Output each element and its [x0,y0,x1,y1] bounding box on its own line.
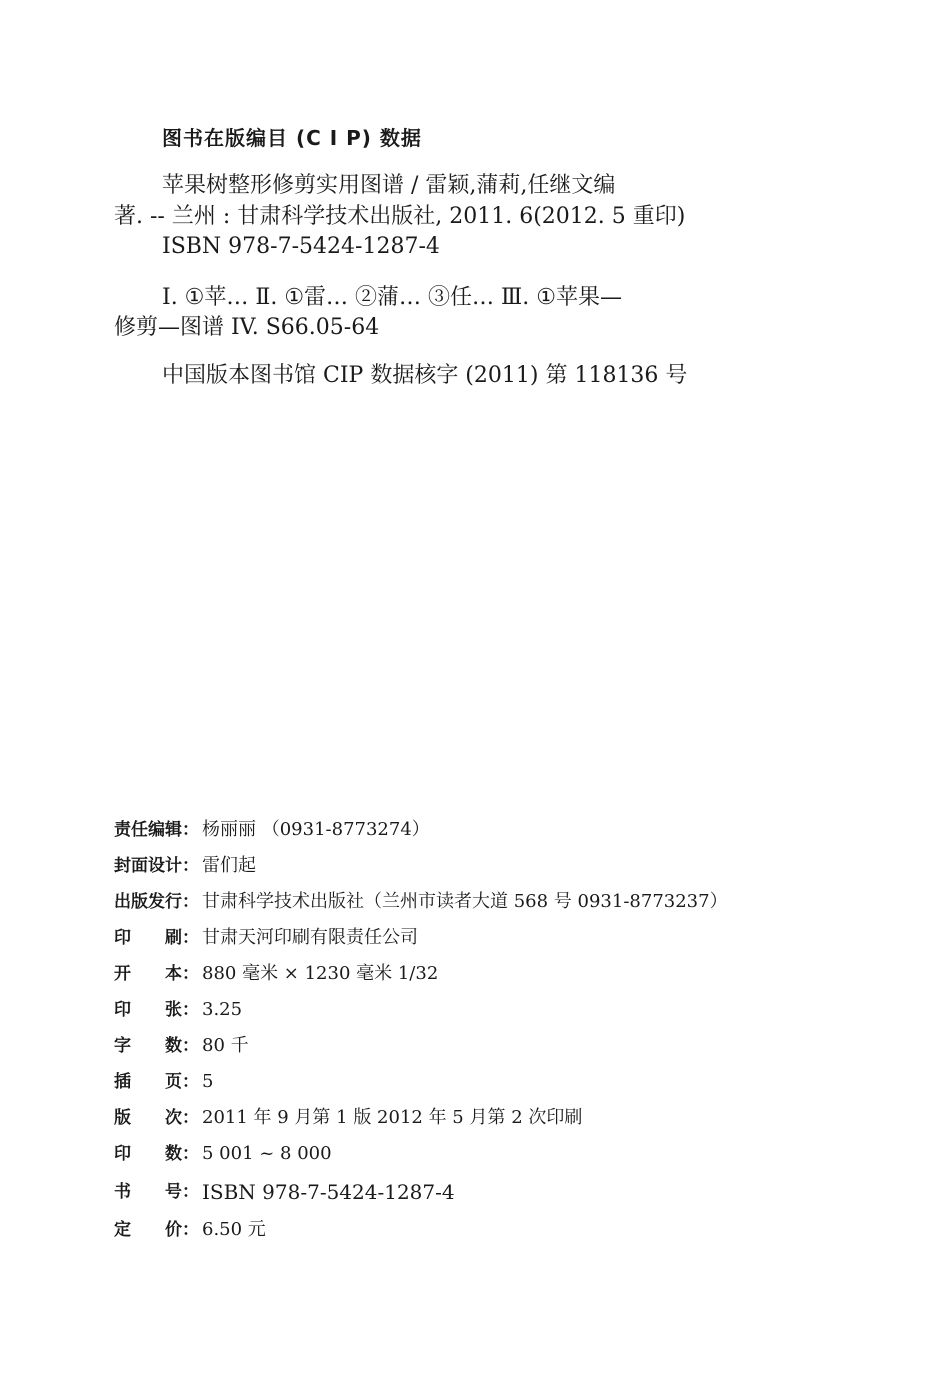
info-label: 书 号： [114,1182,199,1202]
info-row-word-count [114,1034,249,1058]
info-label: 版 次： [114,1108,199,1128]
info-label: 封面设计： [114,856,199,876]
cip-line-title: 苹果树整形修剪实用图谱 / 雷颖,蒲莉,任继文编 [162,173,616,198]
info-label: 定 价： [114,1220,199,1240]
info-value: 5 [202,1071,214,1092]
info-row-publisher [114,890,728,914]
cip-line-classification-2: 修剪—图谱 IV. S66.05-64 [114,315,380,340]
info-row-price [114,1218,266,1242]
info-row-edition [114,1106,582,1130]
info-value: 甘肃科学技术出版社（兰州市读者大道 568 号 0931-8773237） [202,891,728,912]
info-value: 甘肃天河印刷有限责任公司 [202,927,418,948]
info-row-print-run [114,1142,332,1166]
info-value: 雷们起 [202,855,256,876]
info-value: 6.50 元 [202,1219,266,1240]
info-label: 责任编辑： [114,820,199,840]
info-label: 开 本： [114,964,199,984]
info-label: 插 页： [114,1072,199,1092]
info-row-format [114,962,438,986]
info-row-cover-design [114,854,256,878]
cip-line-record-number: 中国版本图书馆 CIP 数据核字 (2011) 第 118136 号 [162,363,688,388]
info-value: 80 千 [202,1035,249,1056]
cip-heading: 图书在版编目 (C I P) 数据 [162,126,422,150]
cip-line-isbn: ISBN 978-7-5424-1287-4 [162,234,440,259]
info-row-isbn [114,1180,455,1204]
info-value: 杨丽丽 （0931-8773274） [202,819,430,840]
info-value: 2011 年 9 月第 1 版 2012 年 5 月第 2 次印刷 [202,1107,583,1128]
info-value: 3.25 [202,999,243,1020]
cip-line-publisher: 著. -- 兰州 : 甘肃科学技术出版社, 2011. 6(2012. 5 重印) [114,204,686,229]
info-row-editor [114,818,430,842]
info-row-plates [114,1070,213,1094]
info-value: 5 001 ~ 8 000 [202,1143,332,1164]
info-label: 印 张： [114,1000,199,1020]
info-label: 印 刷： [114,928,199,948]
info-row-sheets [114,998,242,1022]
info-label: 字 数： [114,1036,199,1056]
cip-line-classification-1: Ⅰ. ①苹… Ⅱ. ①雷… ②蒲… ③任… Ⅲ. ①苹果— [162,285,622,310]
info-label: 出版发行： [114,892,199,912]
info-value: 880 毫米 × 1230 毫米 1/32 [202,963,439,984]
info-row-printer [114,926,418,950]
info-label: 印 数： [114,1144,199,1164]
info-value: ISBN 978-7-5424-1287-4 [202,1180,455,1204]
